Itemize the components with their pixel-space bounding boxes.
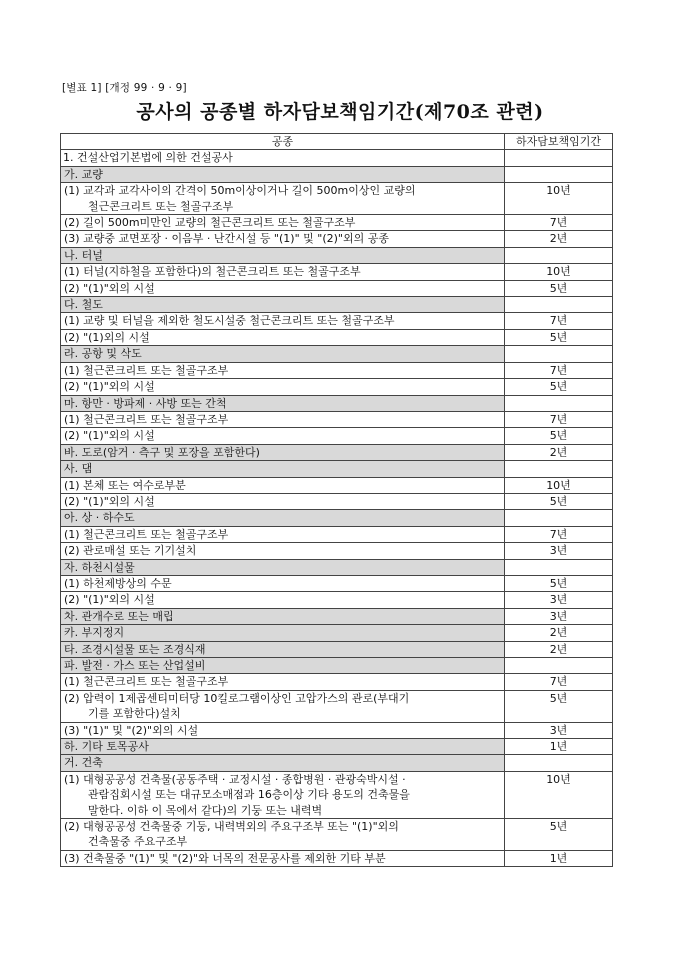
group-label: 가. 교량 (61, 166, 505, 182)
warranty-period-cell: 5년 (505, 819, 613, 851)
group-label: 사. 댐 (61, 461, 505, 477)
work-type-text: (1) 대형공공성 건축물(공동주택 · 교정시설 · 종합병원 · 관광숙박시설 · (64, 772, 406, 786)
group-row (61, 641, 613, 657)
work-type-text: (2) "(1)"외의 시설 (64, 380, 155, 394)
table-row (61, 313, 613, 329)
work-type-text-continued: 건축물중 주요구조부 (88, 835, 188, 849)
group-label: 라. 공항 및 삭도 (61, 346, 505, 362)
group-period: 1년 (505, 739, 613, 755)
work-type-text: (1) 철근콘크리트 또는 철골구조부 (64, 412, 229, 426)
table-row (61, 771, 613, 818)
group-row (61, 346, 613, 362)
work-type-text-continued: 기를 포함한다)설치 (88, 707, 181, 721)
work-type-cell (61, 592, 505, 608)
work-type-text: (2) "(1)외의 시설 (64, 330, 150, 344)
warranty-period-cell: 7년 (505, 674, 613, 690)
group-period (505, 461, 613, 477)
work-type-cell (61, 477, 505, 493)
group-row (61, 395, 613, 411)
table-row (61, 428, 613, 444)
table-body (61, 150, 613, 867)
group-row (61, 444, 613, 460)
warranty-period-cell: 5년 (505, 329, 613, 345)
work-type-cell (61, 280, 505, 296)
group-row (61, 297, 613, 313)
section-label: 1. 건설산업기본법에 의한 건설공사 (61, 150, 505, 166)
group-label: 카. 부지정지 (61, 625, 505, 641)
table-row (61, 280, 613, 296)
warranty-period-cell: 7년 (505, 526, 613, 542)
work-type-text: (2) 관로매설 또는 기기설치 (64, 544, 197, 558)
group-period: 2년 (505, 444, 613, 460)
group-row (61, 625, 613, 641)
work-type-text: (2) 압력이 1제곱센티미터당 10킬로그램이상인 고압가스의 관로(부대기 (64, 691, 410, 705)
warranty-period-table (60, 133, 613, 867)
table-row (61, 722, 613, 738)
work-type-text: (2) "(1)"외의 시설 (64, 593, 155, 607)
warranty-period-cell: 5년 (505, 575, 613, 591)
table-row (61, 231, 613, 247)
warranty-period-cell: 7년 (505, 411, 613, 427)
work-type-cell (61, 674, 505, 690)
work-type-text-continued: 말한다. 이하 이 목에서 같다)의 기둥 또는 내력벽 (88, 803, 323, 817)
group-label: 자. 하천시설물 (61, 559, 505, 575)
section-row (61, 150, 613, 166)
work-type-text: (2) "(1)"외의 시설 (64, 494, 155, 508)
group-row (61, 658, 613, 674)
table-row (61, 493, 613, 509)
group-label: 나. 터널 (61, 247, 505, 263)
work-type-text: (1) 교각과 교각사이의 간격이 50m이상이거나 길이 500m이상인 교량의 (64, 184, 416, 198)
section-period-cell (505, 150, 613, 166)
group-period (505, 297, 613, 313)
group-period (505, 755, 613, 771)
warranty-period-cell: 5년 (505, 493, 613, 509)
work-type-text: (2) "(1)"외의 시설 (64, 429, 155, 443)
work-type-cell (61, 264, 505, 280)
warranty-period-cell: 5년 (505, 428, 613, 444)
group-row (61, 461, 613, 477)
work-type-text: (3) 건축물중 "(1)" 및 "(2)"와 너목의 전문공사를 제외한 기타 부분 (64, 851, 386, 865)
group-period (505, 346, 613, 362)
table-row (61, 215, 613, 231)
group-period (505, 559, 613, 575)
group-period (505, 166, 613, 182)
table-row (61, 690, 613, 722)
work-type-cell (61, 690, 505, 722)
group-label: 타. 조경시설물 또는 조경식재 (61, 641, 505, 657)
group-period (505, 510, 613, 526)
work-type-text: (2) 대형공공성 건축물중 기둥, 내력벽외의 주요구조부 또는 "(1)"외의 (64, 820, 399, 834)
work-type-cell (61, 313, 505, 329)
work-type-text: (3) 교량중 교면포장 · 이음부 · 난간시설 등 "(1)" 및 "(2)"외의 공종 (64, 232, 389, 246)
work-type-text: (3) "(1)" 및 "(2)"외의 시설 (64, 723, 199, 737)
group-row (61, 559, 613, 575)
group-period: 2년 (505, 625, 613, 641)
group-period (505, 395, 613, 411)
group-label: 파. 발전 · 가스 또는 산업설비 (61, 658, 505, 674)
work-type-cell (61, 493, 505, 509)
group-row (61, 510, 613, 526)
table-row (61, 411, 613, 427)
work-type-text: (1) 철근콘크리트 또는 철골구조부 (64, 527, 229, 541)
table-row (61, 362, 613, 378)
page-title: 공사의 공종별 하자담보책임기간(제70조 관련) (136, 101, 544, 123)
group-row (61, 166, 613, 182)
appendix-label: [별표 1] [개정 99 · 9 · 9] (62, 82, 187, 94)
work-type-text-continued: 철근콘크리트 또는 철골구조부 (88, 199, 234, 213)
warranty-period-cell: 7년 (505, 362, 613, 378)
group-period: 3년 (505, 608, 613, 624)
table-header-row (61, 134, 613, 150)
warranty-period-cell: 2년 (505, 231, 613, 247)
work-type-text: (1) 철근콘크리트 또는 철골구조부 (64, 363, 229, 377)
table-row (61, 477, 613, 493)
warranty-period-cell: 5년 (505, 690, 613, 722)
warranty-period-cell: 10년 (505, 477, 613, 493)
group-row (61, 247, 613, 263)
work-type-text: (1) 교량 및 터널을 제외한 철도시설중 철근콘크리트 또는 철골구조부 (64, 314, 395, 328)
warranty-period-cell: 3년 (505, 592, 613, 608)
group-label: 바. 도로(암거 · 측구 및 포장을 포함한다) (61, 444, 505, 460)
table-row (61, 264, 613, 280)
table-row (61, 674, 613, 690)
group-label: 하. 기타 토목공사 (61, 739, 505, 755)
table-row (61, 526, 613, 542)
work-type-cell (61, 850, 505, 866)
group-row (61, 739, 613, 755)
work-type-cell (61, 411, 505, 427)
warranty-period-cell: 3년 (505, 543, 613, 559)
warranty-period-cell: 7년 (505, 313, 613, 329)
table-row (61, 850, 613, 866)
column-header-work-type: 공종 (61, 134, 505, 150)
work-type-cell (61, 231, 505, 247)
work-type-cell (61, 379, 505, 395)
work-type-cell (61, 819, 505, 851)
table-row (61, 329, 613, 345)
warranty-period-cell: 10년 (505, 264, 613, 280)
group-label: 마. 항만 · 방파제 · 사방 또는 간척 (61, 395, 505, 411)
work-type-text: (1) 터널(지하철을 포함한다)의 철근콘크리트 또는 철골구조부 (64, 265, 361, 279)
work-type-text-continued: 관람집회시설 또는 대규모소매점과 16층이상 기타 용도의 건축물을 (88, 788, 410, 802)
warranty-period-cell: 7년 (505, 215, 613, 231)
work-type-cell (61, 329, 505, 345)
work-type-cell (61, 215, 505, 231)
table-row (61, 575, 613, 591)
table-row (61, 543, 613, 559)
work-type-cell (61, 771, 505, 818)
group-label: 다. 철도 (61, 297, 505, 313)
work-type-text: (1) 철근콘크리트 또는 철골구조부 (64, 675, 229, 689)
work-type-cell (61, 543, 505, 559)
table-row (61, 379, 613, 395)
work-type-cell (61, 183, 505, 215)
warranty-period-cell: 3년 (505, 722, 613, 738)
work-type-cell (61, 428, 505, 444)
warranty-period-cell: 10년 (505, 183, 613, 215)
work-type-cell (61, 362, 505, 378)
work-type-text: (1) 본체 또는 여수로부분 (64, 478, 186, 492)
warranty-period-cell: 10년 (505, 771, 613, 818)
warranty-period-cell: 5년 (505, 280, 613, 296)
group-label: 아. 상 · 하수도 (61, 510, 505, 526)
work-type-cell (61, 575, 505, 591)
warranty-period-cell: 1년 (505, 850, 613, 866)
work-type-text: (2) "(1)"외의 시설 (64, 281, 155, 295)
group-label: 거. 건축 (61, 755, 505, 771)
group-row (61, 608, 613, 624)
work-type-cell (61, 722, 505, 738)
warranty-period-cell: 5년 (505, 379, 613, 395)
group-period (505, 247, 613, 263)
group-period (505, 658, 613, 674)
work-type-text: (2) 길이 500m미만인 교량의 철근콘크리트 또는 철골구조부 (64, 216, 356, 230)
group-row (61, 755, 613, 771)
group-period: 2년 (505, 641, 613, 657)
table-row (61, 592, 613, 608)
table-row (61, 819, 613, 851)
column-header-warranty-period: 하자담보책임기간 (505, 134, 613, 150)
group-label: 차. 관개수로 또는 매립 (61, 608, 505, 624)
work-type-text: (1) 하천제방상의 수문 (64, 576, 172, 590)
table-row (61, 183, 613, 215)
work-type-cell (61, 526, 505, 542)
